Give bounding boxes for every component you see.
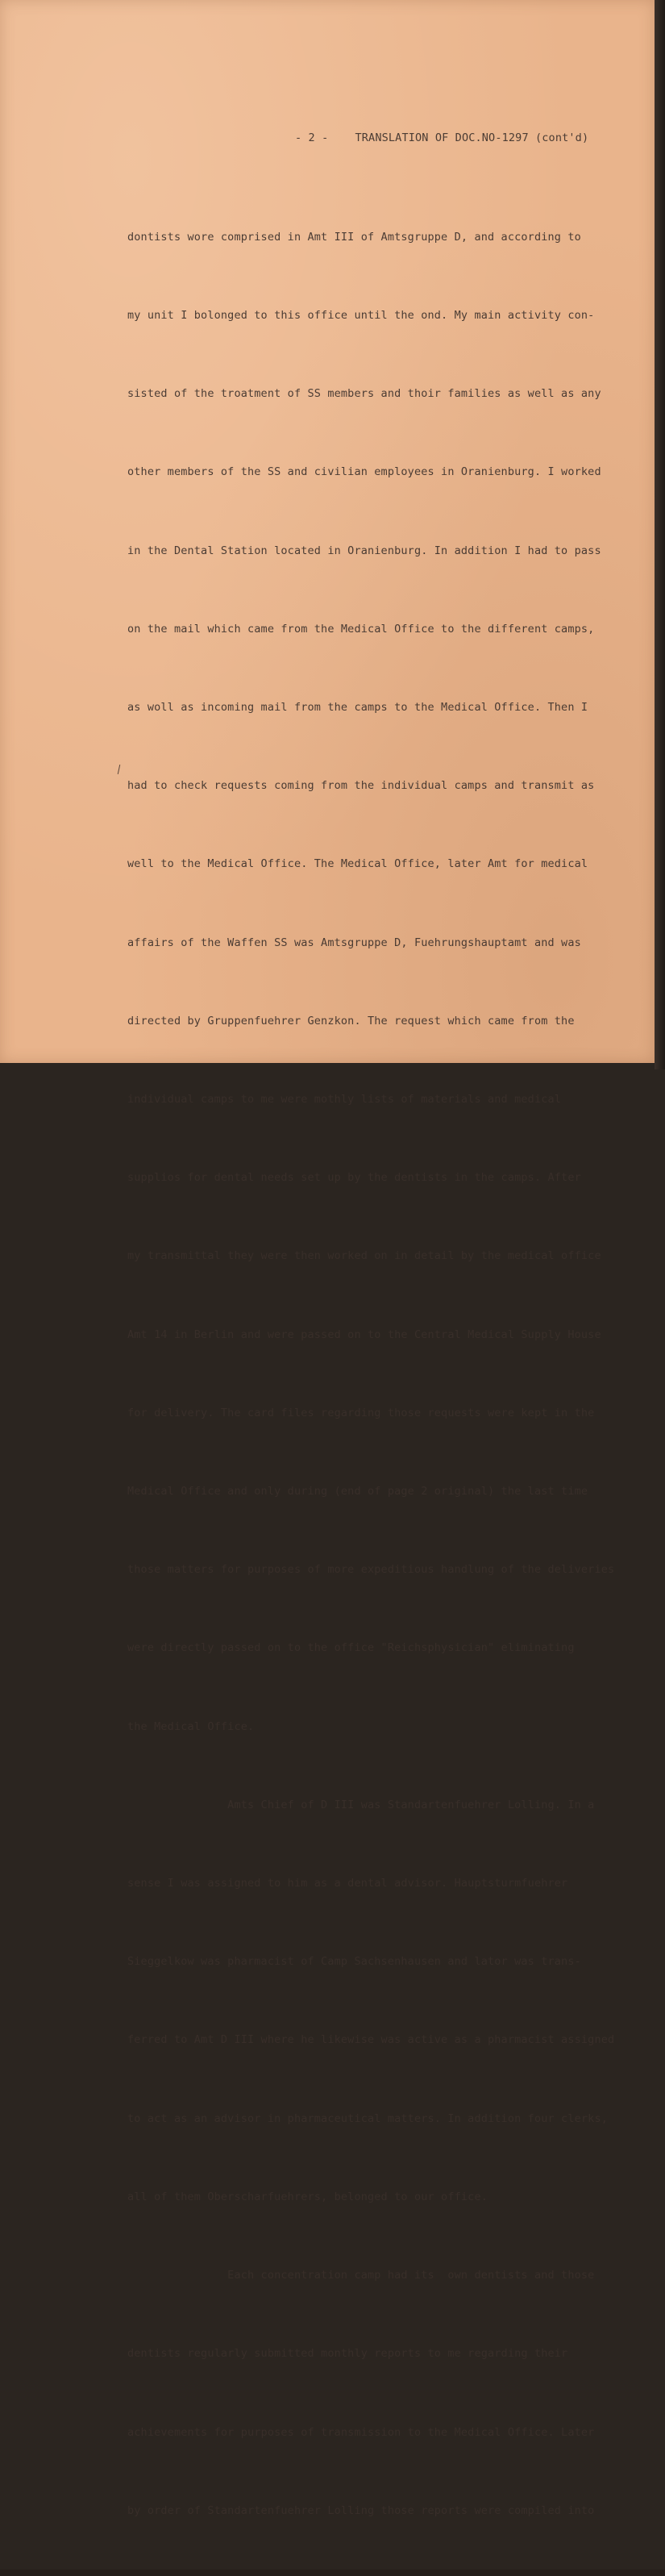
text-line: Amt 14 in Berlin and were passed on to the Central Medical Supply House xyxy=(127,1328,601,1341)
text-line: all of them Oberscharfuehrers, belonged to our office. xyxy=(127,2190,488,2203)
text-line: by order of Standartenfuehrer Lolling those reports were compiled into xyxy=(127,2503,595,2517)
text-line: on the mail which came from the Medical Office to the different camps, xyxy=(127,622,595,636)
text-line: dentists regularly submitted monthly reports to me regarding their xyxy=(127,2347,568,2361)
text-line: directed by Gruppenfuehrer Genzkon. The request which came from the xyxy=(127,1014,575,1027)
page-header: - 2 - TRANSLATION OF DOC.NO-1297 (cont'd) xyxy=(295,131,589,144)
text-line: as woll as incoming mail from the camps to the Medical Office. Then I xyxy=(127,701,588,715)
text-line: Amts Chief of D III was Standartenfuehrer Lolling. In a xyxy=(127,1798,595,1811)
text-line: achievements for purposes of transmission to the Medical Office. Later xyxy=(127,2425,595,2439)
text-line: my transmittal they were then worked on in detail by the medical office xyxy=(127,1249,601,1263)
text-line: individual camps to me were mothly lists of materials and medical xyxy=(127,1093,562,1107)
text-line: those matters for purposes of more expeditious handlung of the deliveries xyxy=(127,1563,615,1577)
text-line: the Medical Office. xyxy=(127,1719,255,1733)
page-edge xyxy=(655,0,665,1069)
text-line: sense I was assigned to him as a dental advisor. Hauptsturmfuehrer xyxy=(127,1877,568,1890)
text-line: dontists wore comprised in Amt III of Amtsgruppe D, and according to xyxy=(127,230,581,244)
text-line: affairs of the Waffen SS was Amtsgruppe D, Fuehrungshauptamt and was xyxy=(127,936,581,949)
text-line: well to the Medical Office. The Medical Office, later Amt for medical xyxy=(127,857,588,871)
text-line: Sieggelkow was pharmacist of Camp Sachsenhausen and lator was trans- xyxy=(127,1955,581,1969)
pencil-mark xyxy=(118,765,120,774)
text-line: supplios for dental needs set up by the dentists in the camps. After xyxy=(127,1171,581,1185)
text-line: ferred to Amt D III where he likewise was active as a pharmacist assigned xyxy=(127,2033,615,2047)
body-text xyxy=(127,172,614,2576)
text-line: had to check requests coming from the individual camps and transmit as xyxy=(127,779,595,793)
text-line: my unit I bolonged to this office until the ond. My main activity con- xyxy=(127,309,595,323)
text-line: to act as an advisor in pharmaceutical matters. In addition four clerks, xyxy=(127,2111,608,2125)
text-line: Each concentration camp had its own dentists and those xyxy=(127,2269,595,2282)
text-line: sisted of the troatment of SS members and thoir families as well as any xyxy=(127,387,601,401)
text-line: for delivery. The card files regarding those requests were kept in the xyxy=(127,1406,595,1419)
page-bottom-edge xyxy=(0,2570,665,2576)
text-line: were directly passed on to the office "Reichsphysician" eliminating xyxy=(127,1641,575,1655)
text-line: in the Dental Station located in Oranienburg. In addition I had to pass xyxy=(127,544,601,557)
text-line: other members of the SS and civilian employees in Oranienburg. I worked xyxy=(127,465,601,479)
text-line: Medical Office and only during (end of page 2 original) the last time xyxy=(127,1485,588,1498)
